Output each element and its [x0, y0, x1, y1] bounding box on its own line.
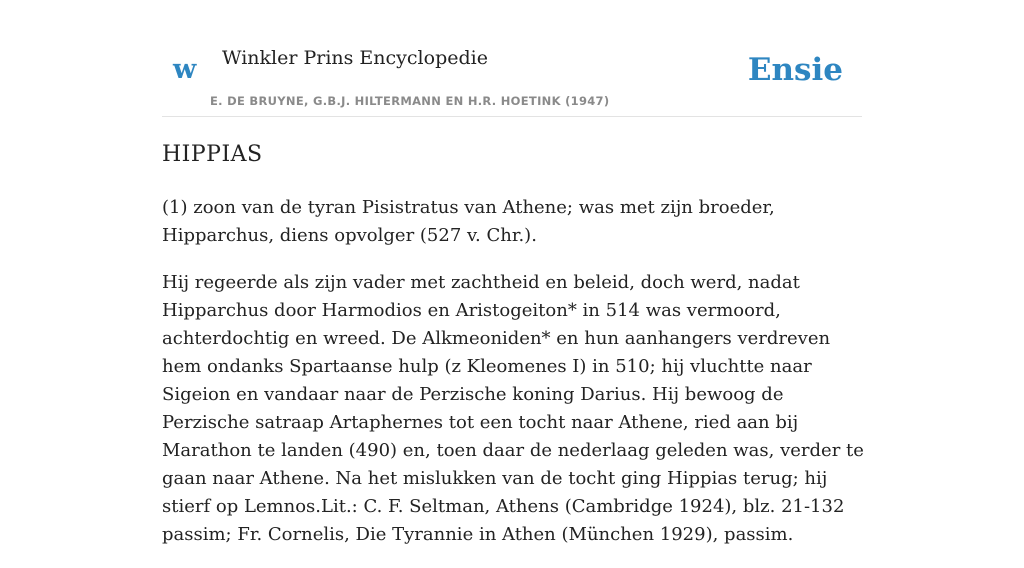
brand-logo[interactable]: Ensie	[747, 52, 843, 88]
source-header	[162, 0, 862, 117]
source-title[interactable]: Winkler Prins Encyclopedie	[222, 47, 488, 69]
article	[162, 138, 864, 568]
source-logo[interactable]: w	[173, 54, 197, 85]
source-authors: E. DE BRUYNE, G.B.J. HILTERMANN EN H.R. HOETINK (1947)	[210, 94, 610, 108]
article-title: HIPPIAS	[162, 142, 263, 167]
article-paragraph: (1) zoon van de tyran Pisistratus van Athene; was met zijn broeder, Hipparchus, diens opvolger (527 v. Chr.).	[162, 197, 775, 246]
article-paragraph: Hij regeerde als zijn vader met zachtheid en beleid, doch werd, nadat Hipparchus door Harmodios en Aristogeiton* in 514 was vermoord, achterdochtig en wreed. De Alkmeoniden* en hun aanhangers verdreven hem ondanks Spartaanse hulp (z Kleomenes I) in 510; hij vluchtte naar Sigeion en vandaar naar de Perzische koning Darius. Hij bewoog de Perzische satraap Artaphernes tot een tocht naar Athene, ried aan bij Marathon te landen (490) en, toen daar de nederlaag geleden was, verder te gaan naar Athene. Na het mislukken van de tocht ging Hippias terug; hij stierf op Lemnos.Lit.: C. F. Seltman, Athens (Cambridge 1924), blz. 21-132 passim; Fr. Cornelis, Die Tyrannie in Athen (München 1929), passim.	[162, 272, 864, 545]
